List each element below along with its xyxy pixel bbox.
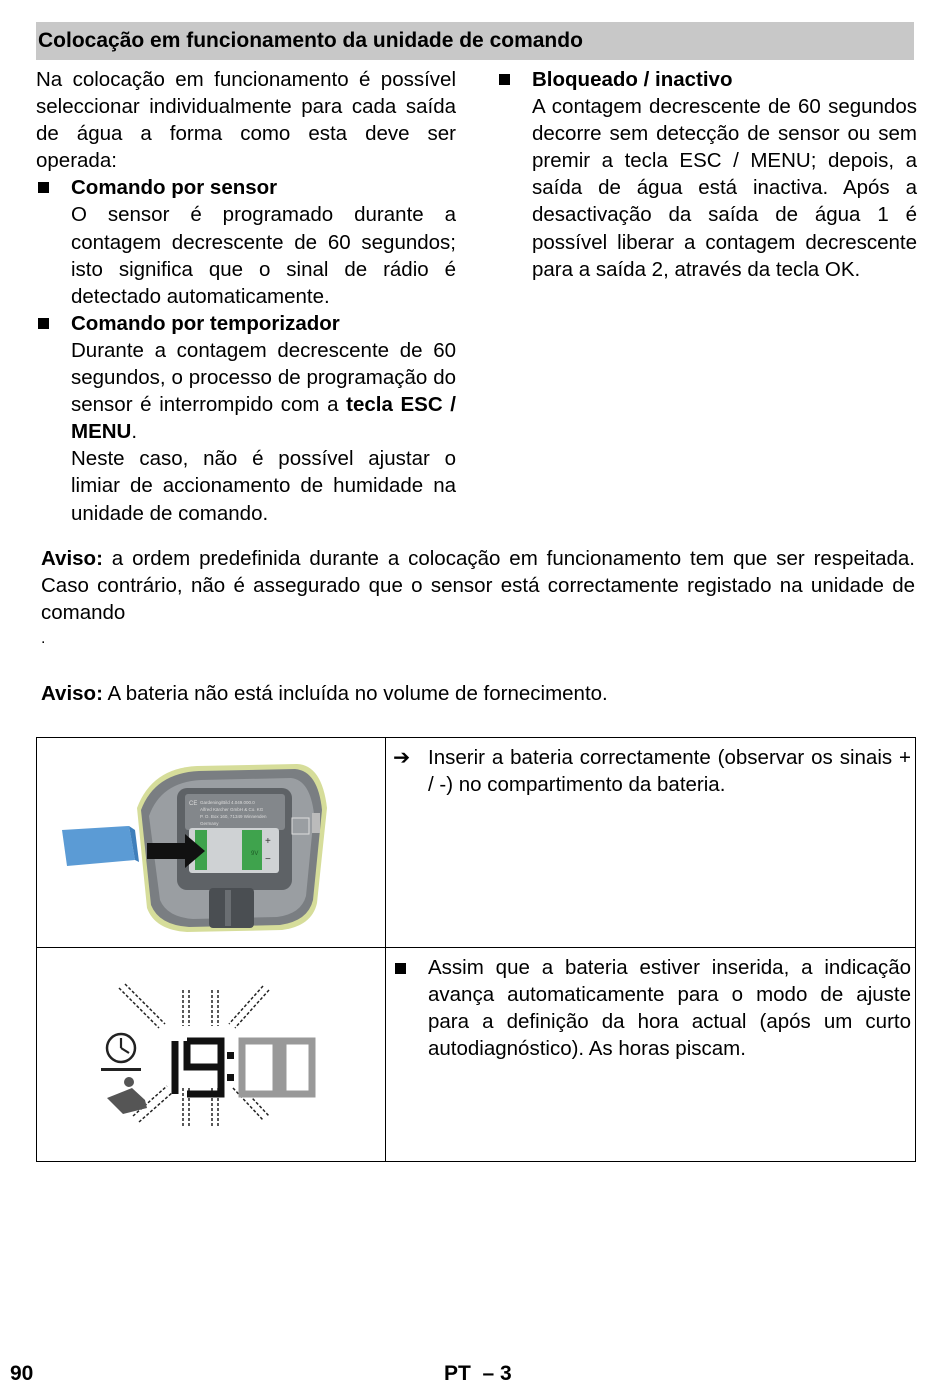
arrow-right-icon: ➔ <box>393 746 411 769</box>
minus-label: − <box>265 854 271 865</box>
step-text: Assim que a bateria estiver inserida, a indicação avança automaticamente para o modo de ajuste para a definição da hora actual (após um curto autodiagnóstico). As horas piscam. <box>428 956 911 1061</box>
notice-trailing-dot: . <box>41 630 46 648</box>
item-text-bold: tecla ESC / MENU <box>71 393 456 444</box>
battery-device-image <box>37 738 385 947</box>
table-divider-vertical <box>385 738 386 1161</box>
battery-illustration <box>37 738 385 947</box>
instruction-table <box>36 737 916 1162</box>
bullet-square-icon <box>499 74 510 85</box>
left-column <box>36 66 456 527</box>
step-set-time <box>389 954 911 1062</box>
item-title: Bloqueado / inactivo <box>532 68 733 91</box>
page-number: 90 <box>10 1362 34 1385</box>
item-title: Comando por temporizador <box>71 311 340 335</box>
notice-battery <box>41 680 915 707</box>
list-item-timer <box>36 310 456 527</box>
bullet-square-icon <box>38 182 49 193</box>
item-text-part: Durante a contagem decrescente de 60 segundos, o processo de programação do sensor é interrompido com a <box>71 338 456 417</box>
volt-label: 9V <box>251 851 259 857</box>
item-text <box>71 337 456 445</box>
section-header <box>36 22 914 60</box>
notice-label: Aviso: <box>41 682 103 705</box>
step-text: Inserir a bateria correctamente (observar os sinais + / -) no compartimento da bateria. <box>428 746 911 797</box>
device-label-text: CE <box>189 801 198 807</box>
notice-text <box>41 545 915 626</box>
list-item-blocked <box>497 66 917 283</box>
bullet-square-icon <box>395 963 406 974</box>
right-column <box>497 66 917 283</box>
item-text: O sensor é programado durante a contagem decrescente de 60 segundos; isto significa que o sinal de rádio é detectado automaticamente. <box>71 203 456 308</box>
item-title: Comando por sensor <box>71 176 278 200</box>
page-section: PT – 3 <box>444 1362 512 1385</box>
notice-body: a ordem predefinida durante a colocação em funcionamento tem que ser respeitada. Caso contrário, não é assegurado que o sensor está correctamente registado na unidade de comando <box>41 547 915 625</box>
item-text-2: Neste caso, não é possível ajustar o limiar de accionamento de humidade na unidade de comando. <box>71 447 456 525</box>
list-item-sensor <box>36 174 456 309</box>
bullet-square-icon <box>38 318 49 329</box>
device-label-line: Alfred Kärcher GmbH & Co. KG <box>200 807 264 812</box>
item-text-end: . <box>131 420 138 444</box>
plus-label: + <box>265 836 271 847</box>
notice-body: A bateria não está incluída no volume de fornecimento. <box>102 682 608 705</box>
intro-paragraph: Na colocação em funcionamento é possível seleccionar individualmente para cada saída de água a forma como esta deve ser operada: <box>36 68 456 173</box>
device-label-line: P. O. Box 160, 71349 Winnenden <box>200 814 267 819</box>
notice-label: Aviso: <box>41 547 103 570</box>
step-insert-battery <box>389 744 911 798</box>
notice-order <box>41 545 915 652</box>
section-title: Colocação em funcionamento da unidade de comando <box>38 29 583 52</box>
device-label-line: Germany <box>200 821 219 826</box>
lcd-display-image <box>37 948 385 1161</box>
item-text: A contagem decrescente de 60 segundos decorre sem detecção de sensor ou sem premir a tecla ESC / MENU; depois, a saída de água está inactiva. Após a desactivação da saída de água 1 é possível liberar a contagem decrescente para a saída 2, através da tecla OK. <box>532 95 917 281</box>
display-illustration <box>37 948 385 1161</box>
device-label-line: Gardening/Bild 4.049.000.0 <box>200 800 255 805</box>
